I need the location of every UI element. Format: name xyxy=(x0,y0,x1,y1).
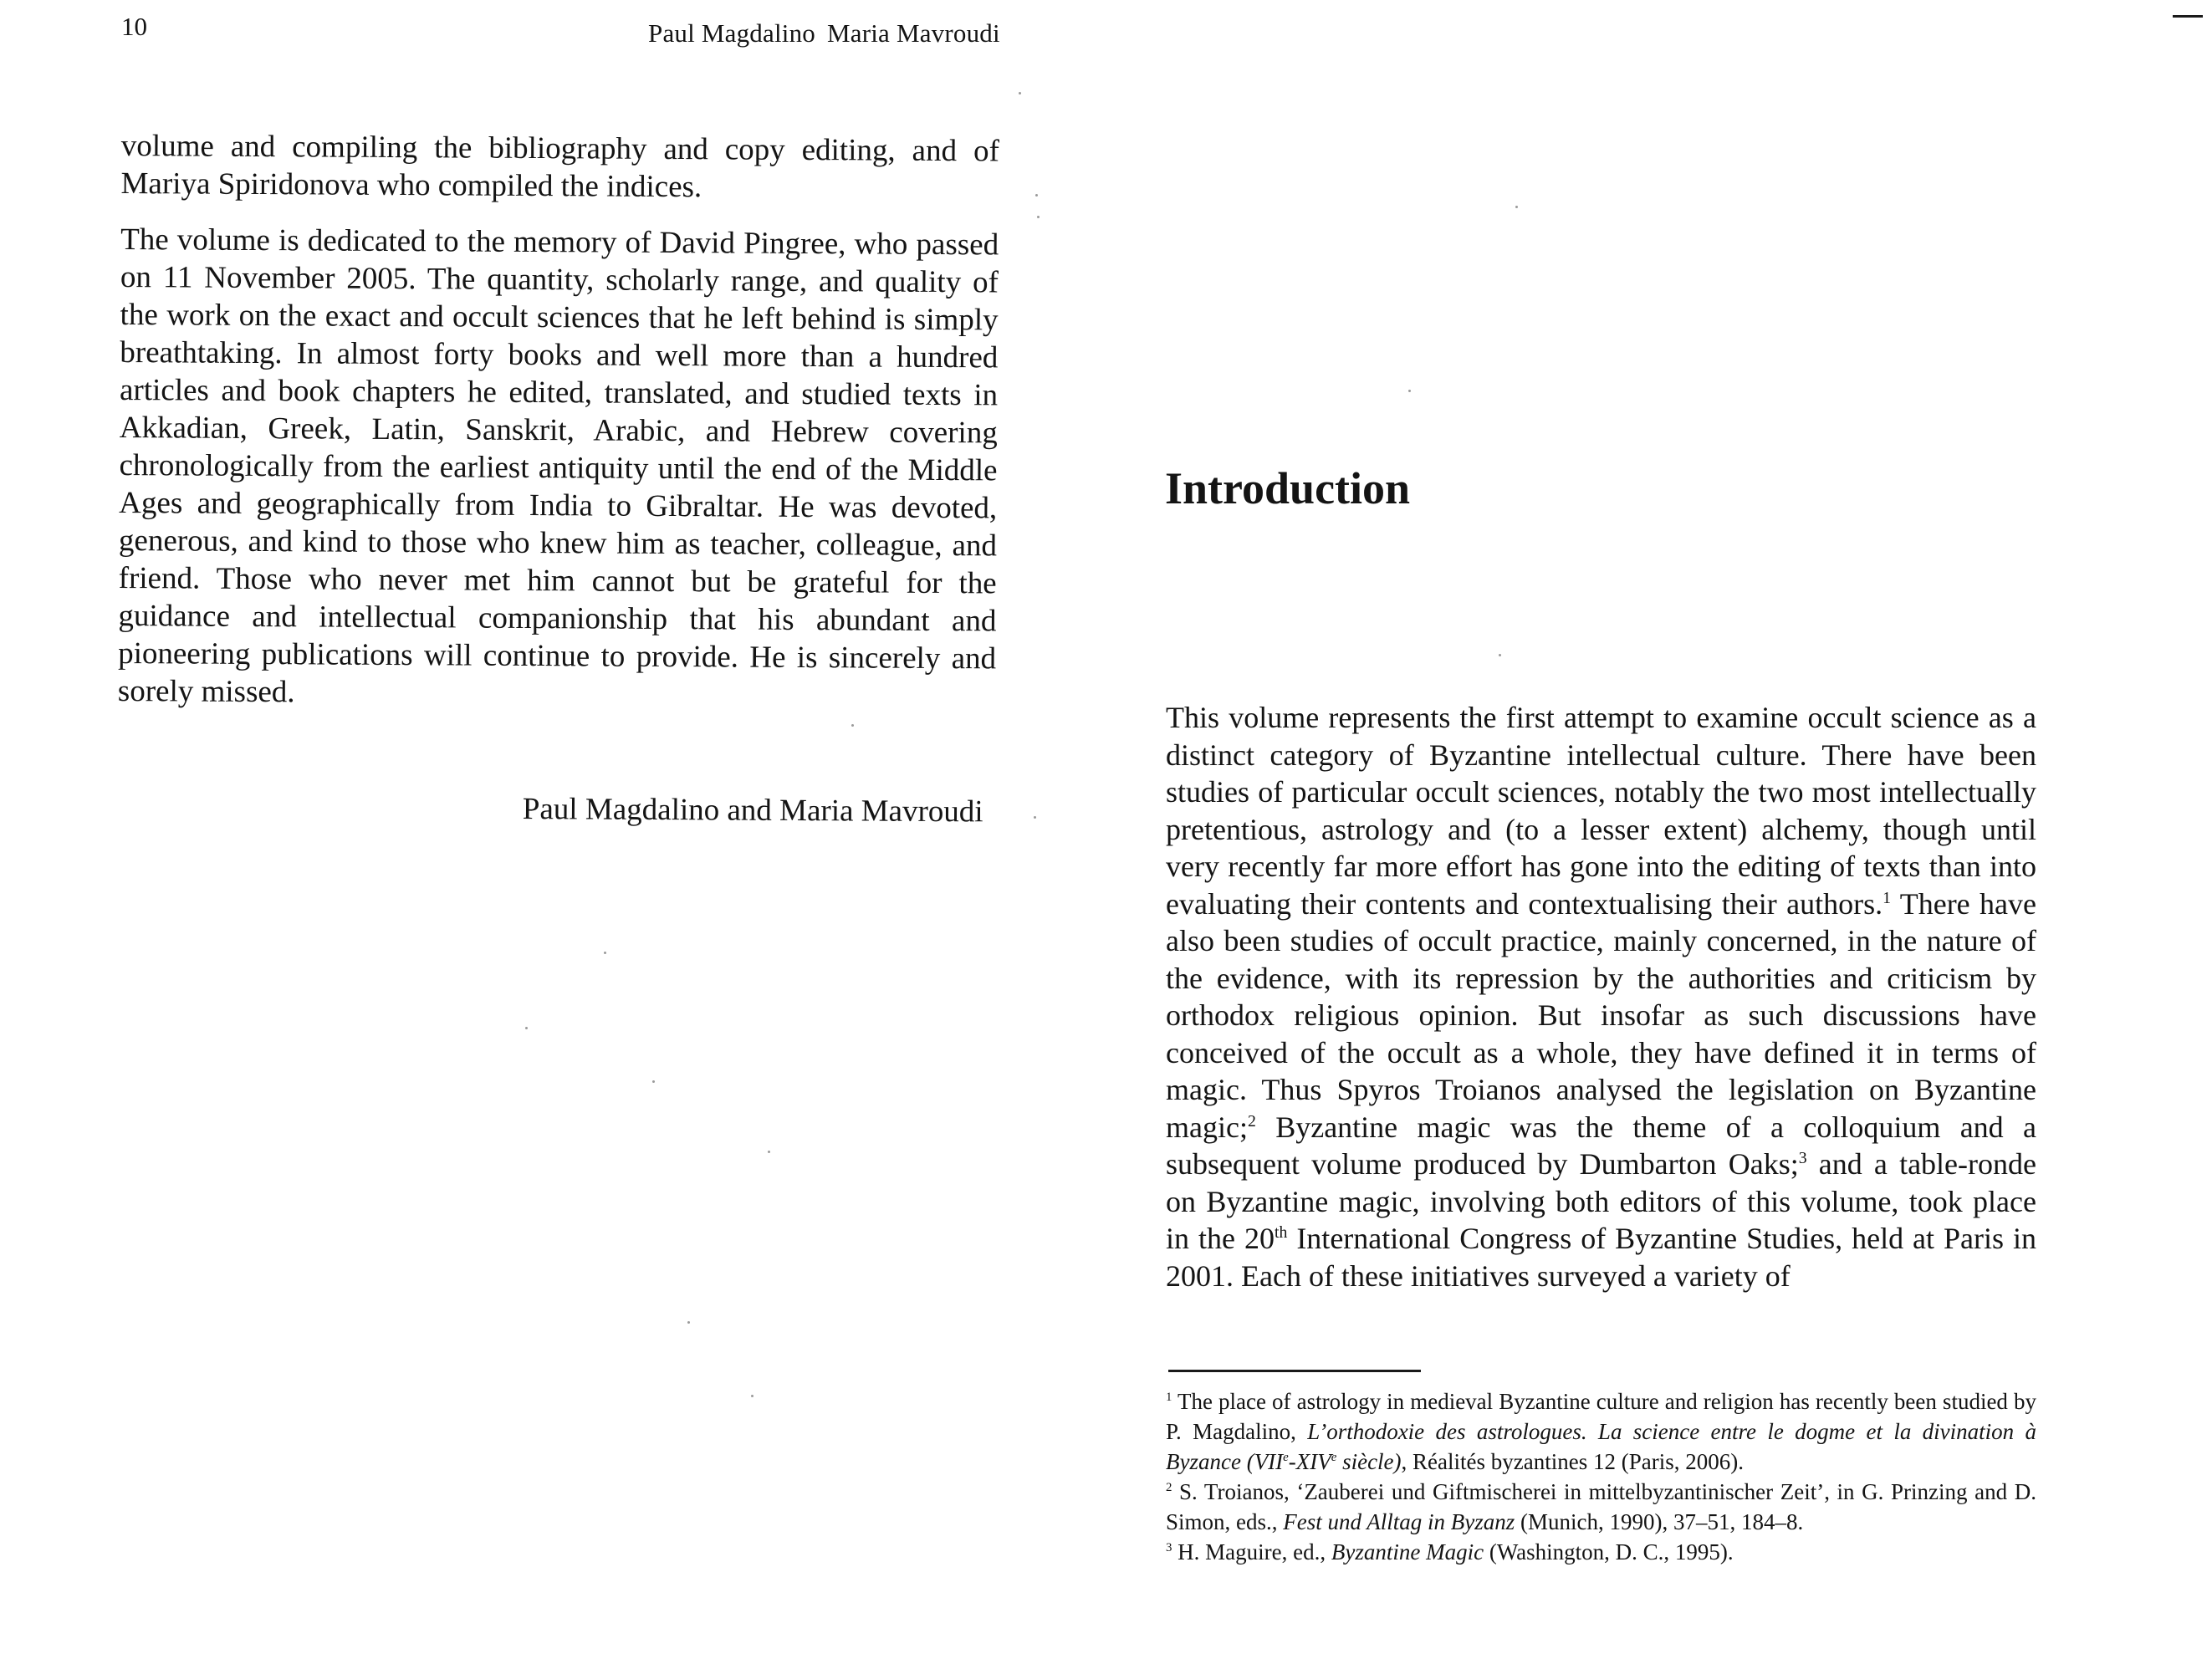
scan-speck xyxy=(604,952,606,954)
scan-speck xyxy=(1037,216,1040,218)
footnote-title-text: L’orthodoxie des astrologues. La science entre le dogme et la divination à Byzance (VII xyxy=(1166,1419,2036,1474)
paragraph: volume and compiling the bibliography and copy editing, and of Mariya Spiridonova who compiled the indices. xyxy=(120,128,999,205)
footnote-title-text: -XIV xyxy=(1288,1449,1331,1474)
running-head-author1: Paul Magdalino xyxy=(648,18,815,48)
footnote-ref: 3 xyxy=(1798,1149,1807,1167)
running-head xyxy=(648,18,1012,48)
footnote-text: H. Maguire, ed., xyxy=(1172,1539,1331,1564)
scan-speck xyxy=(1035,194,1038,197)
footnote-1 xyxy=(1166,1386,2036,1477)
scan-speck xyxy=(1408,390,1411,392)
scan-speck xyxy=(1019,92,1021,94)
body-text: Byzantine magic was the theme of a colloquium and a subsequent volume produced by Dumbarton Oaks; xyxy=(1166,1110,2036,1181)
footnote-3 xyxy=(1166,1537,2036,1567)
scan-speck xyxy=(1515,206,1518,208)
ordinal-suffix: th xyxy=(1274,1223,1288,1242)
footnote-number: 3 xyxy=(1166,1541,1172,1554)
page-number: 10 xyxy=(121,12,147,41)
running-head-author2: Maria Mavroudi xyxy=(826,18,1000,48)
footnote-text: (Munich, 1990), 37–51, 184–8. xyxy=(1515,1509,1804,1534)
footnote-number: 2 xyxy=(1166,1481,1172,1494)
footnote-number: 1 xyxy=(1166,1391,1172,1404)
century-suffix: e xyxy=(1283,1451,1289,1464)
body-text: There have also been studies of occult practice, mainly concerned, in the nature of the evidence, with its repression by the authorities and criticism by orthodox religious opinion. But insofar as such discussions have conceived of the occult as a whole, they have defined it in terms of magic. Thus Spyros Troianos analysed the legislation on Byzantine magic; xyxy=(1166,886,2036,1144)
scan-speck xyxy=(687,1321,690,1324)
introduction-body xyxy=(1166,699,2036,1294)
editors-signature: Paul Magdalino and Maria Mavroudi xyxy=(522,792,983,829)
footnotes xyxy=(1166,1386,2036,1567)
scan-speck xyxy=(751,1395,754,1397)
left-body-text xyxy=(118,127,999,733)
left-page xyxy=(0,0,1054,1664)
footnote-text: The place of astrology in medieval Byzantine culture and religion has recently been studied by P. Magdalino, xyxy=(1166,1389,2036,1444)
footnote-title: Fest und Alltag in Byzanz xyxy=(1283,1509,1515,1534)
scan-speck xyxy=(851,724,854,727)
footnote-text: , Réalités byzantines 12 (Paris, 2006). xyxy=(1401,1449,1744,1474)
footnote-text: (Washington, D. C., 1995). xyxy=(1484,1539,1734,1564)
body-text: International Congress of Byzantine Studies, held at Paris in 2001. Each of these initiatives surveyed a variety of xyxy=(1166,1222,2036,1293)
footnote-divider xyxy=(1168,1370,1421,1372)
scan-speck xyxy=(1034,816,1036,819)
footnote-title-text: siècle) xyxy=(1336,1449,1402,1474)
scan-speck xyxy=(768,1151,770,1153)
footnote-title: Byzantine Magic xyxy=(1331,1539,1484,1564)
body-text: This volume represents the first attempt to examine occult science as a distinct category of Byzantine intellectual culture. There have been studies of particular occult sciences, notably the two most intellectually pretentious, astrology and (to a lesser extent) alchemy, though until very recently far more effort has gone into the editing of texts than into evaluating their contents and contextualising their authors. xyxy=(1166,701,2036,921)
body-text: and a table-ronde on Byzantine magic, involving both editors of this volume, took place in the 20 xyxy=(1166,1147,2036,1255)
paragraph: The volume is dedicated to the memory of David Pingree, who passed on 11 November 2005. The quantity, scholarly range, and quality of the work on the exact and occult sciences that he left behind is simply breathtaking. In almost forty books and well more than a hundred articles and book chapters he edited, translated, and studied texts in Akkadian, Greek, Latin, Sanskrit, Arabic, and Hebrew covering chronologically from the earliest antiquity until the end of the Middle Ages and geographically from India to Gibraltar. He was devoted, generous, and kind to those who knew him as teacher, colleague, and friend. Those who never met him cannot but be grateful for the guidance and intellectual companionship that his abundant and pioneering publications will continue to provide. He is sincerely and sorely missed. xyxy=(117,222,999,710)
right-page xyxy=(1087,0,2212,1664)
scan-speck xyxy=(1499,654,1501,656)
scan-speck xyxy=(525,1027,528,1029)
chapter-heading: Introduction xyxy=(1165,463,1411,513)
footnote-ref: 2 xyxy=(1247,1111,1256,1131)
century-suffix: e xyxy=(1331,1451,1337,1464)
footnote-text: S. Troianos, ‘Zauberei und Giftmischerei in mittelbyzantinischer Zeit’, in G. Prinzing and D. Simon, eds., xyxy=(1166,1479,2036,1534)
scan-edge-mark xyxy=(2173,15,2203,18)
footnote-2 xyxy=(1166,1477,2036,1537)
footnote-ref: 1 xyxy=(1882,888,1891,907)
scan-speck xyxy=(652,1080,655,1083)
